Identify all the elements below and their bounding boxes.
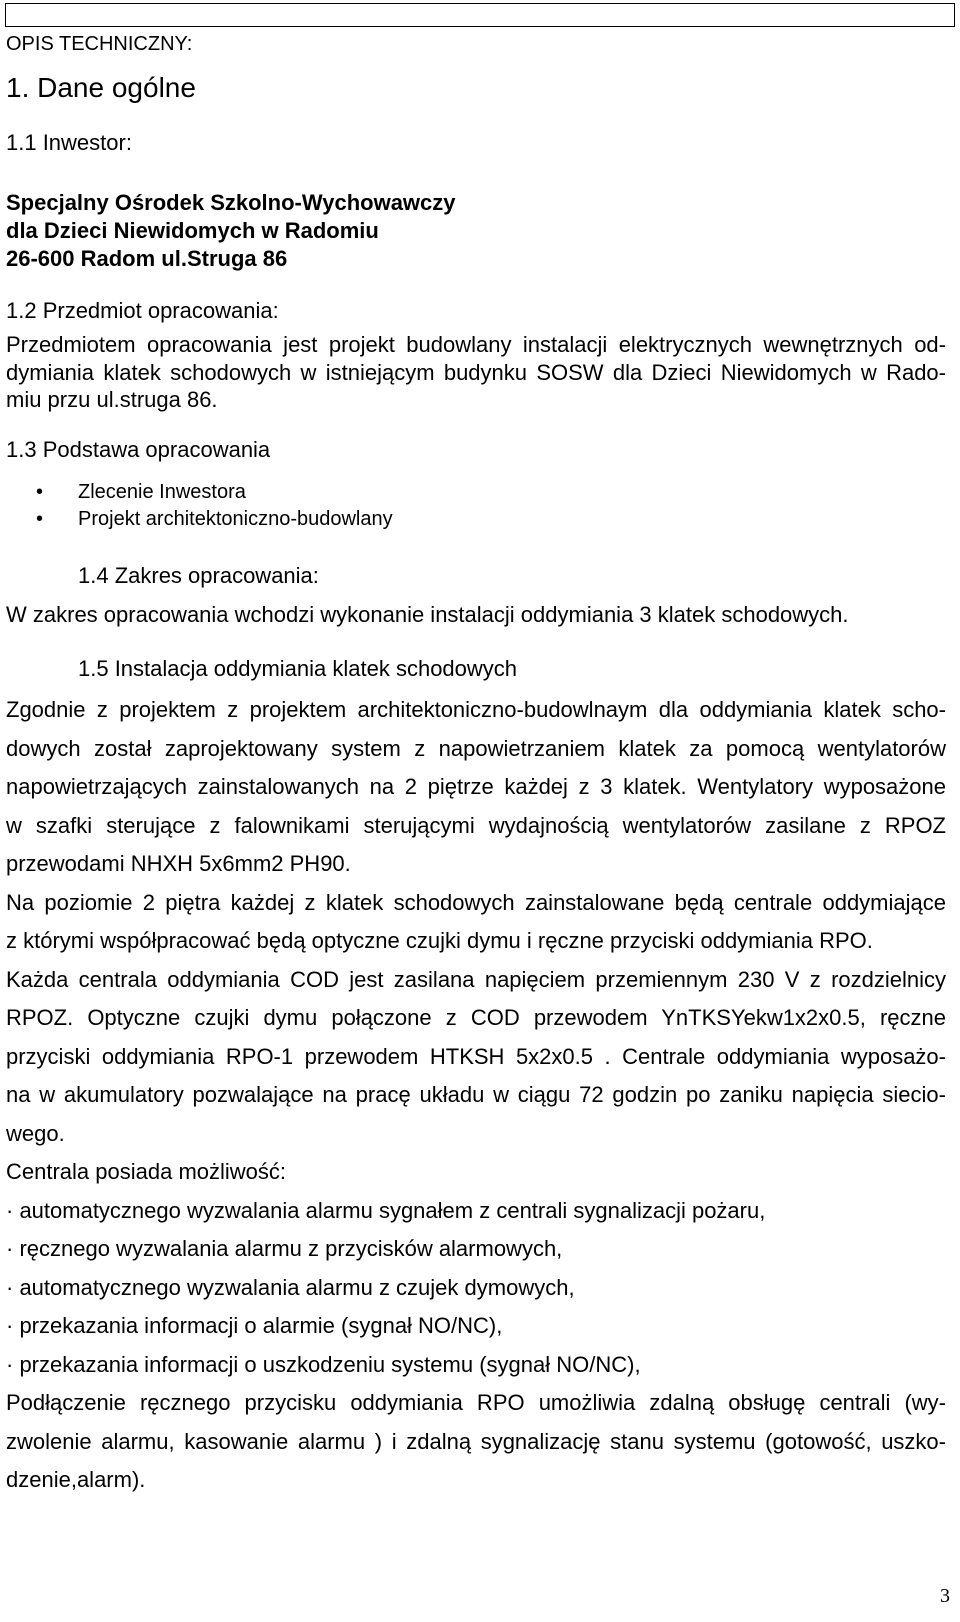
capability-item: · automatycznego wyzwalania alarmu sygnałem z centrali sygnalizacji pożaru, (6, 1198, 766, 1223)
section-1-1-heading: 1.1 Inwestor: (6, 130, 132, 155)
scope-text: W zakres opracowania wchodzi wykonanie instalacji oddymiania 3 klatek schodowych. (6, 602, 849, 627)
section-1-5-heading: 1.5 Instalacja oddymiania klatek schodowych (78, 656, 518, 681)
capability-item: · ręcznego wyzwalania alarmu z przycisków alarmowych, (6, 1236, 563, 1261)
para-line: wego. (6, 1121, 65, 1146)
subject-line-1: Przedmiotem opracowania jest projekt budowlany instalacji elektrycznych wewnętrznych od- (6, 332, 946, 357)
bullet-icon: • (36, 508, 44, 530)
page-number: 3 (940, 1585, 950, 1607)
section-1-heading: 1. Dane ogólne (6, 72, 196, 103)
list-item (36, 481, 246, 504)
para-line: zwolenie alarmu, kasowanie alarmu ) i zdalną sygnalizację stanu systemu (gotowość, uszko- (6, 1429, 946, 1454)
section-1-4-heading: 1.4 Zakres opracowania: (78, 563, 319, 588)
investor-line-1: Specjalny Ośrodek Szkolno-Wychowawczy (6, 190, 456, 215)
bullet-icon: • (36, 481, 44, 503)
para-line: w szafki sterujące z falownikami sterującymi wydajnością wentylatorów zasilane z RPOZ (6, 813, 946, 838)
para-line: przewodami NHXH 5x6mm2 PH90. (6, 851, 351, 876)
para-line: dowych został zaprojektowany system z napowietrzaniem klatek za pomocą wentylatorów (6, 736, 946, 761)
para-line: Centrala posiada możliwość: (6, 1159, 287, 1184)
capability-item: · przekazania informacji o uszkodzeniu systemu (sygnał NO/NC), (6, 1352, 641, 1377)
para-line: Na poziomie 2 piętra każdej z klatek schodowych zainstalowane będą centrale oddymiające (6, 890, 946, 915)
para-line: dzenie,alarm). (6, 1467, 146, 1492)
para-line: przyciski oddymiania RPO-1 przewodem HTKSH 5x2x0.5 . Centrale oddymiania wyposażo- (6, 1044, 946, 1069)
para-line: Zgodnie z projektem z projektem architektoniczno-budowlnaym dla oddymiania klatek scho- (6, 697, 946, 722)
subject-line-3: miu przu ul.struga 86. (6, 387, 218, 412)
para-line: na w akumulatory pozwalające na pracę układu w ciągu 72 godzin po zaniku napięcia siecio- (6, 1082, 946, 1107)
subject-line-2: dymiania klatek schodowych w istniejącym budynku SOSW dla Dzieci Niewidomych w Rado- (6, 360, 946, 385)
section-1-3-heading: 1.3 Podstawa opracowania (6, 437, 271, 462)
list-item (36, 508, 393, 531)
investor-line-2: dla Dzieci Niewidomych w Radomiu (6, 218, 379, 243)
investor-line-3: 26-600 Radom ul.Struga 86 (6, 246, 288, 271)
capability-item: · automatycznego wyzwalania alarmu z czujek dymowych, (6, 1275, 575, 1300)
list-item-label: Zlecenie Inwestora (78, 481, 246, 503)
para-line: napowietrzających zainstalowanych na 2 piętrze każdej z 3 klatek. Wentylatory wyposażone (6, 774, 946, 799)
para-line: Każda centrala oddymiania COD jest zasilana napięciem przemiennym 230 V z rozdzielnicy (6, 967, 946, 992)
header-box (5, 3, 955, 27)
section-1-2-heading: 1.2 Przedmiot opracowania: (6, 298, 279, 323)
para-line: Podłączenie ręcznego przycisku oddymiania RPO umożliwia zdalną obsługę centrali (wy- (6, 1390, 946, 1415)
capability-item: · przekazania informacji o alarmie (sygnał NO/NC), (6, 1313, 503, 1338)
para-line: RPOZ. Optyczne czujki dymu połączone z COD przewodem YnTKSYekw1x2x0.5, ręczne (6, 1005, 946, 1030)
para-line: z którymi współpracować będą optyczne czujki dymu i ręczne przyciski oddymiania RPO. (6, 928, 873, 953)
list-item-label: Projekt architektoniczno-budowlany (78, 508, 393, 530)
doc-title: OPIS TECHNICZNY: (6, 33, 193, 55)
